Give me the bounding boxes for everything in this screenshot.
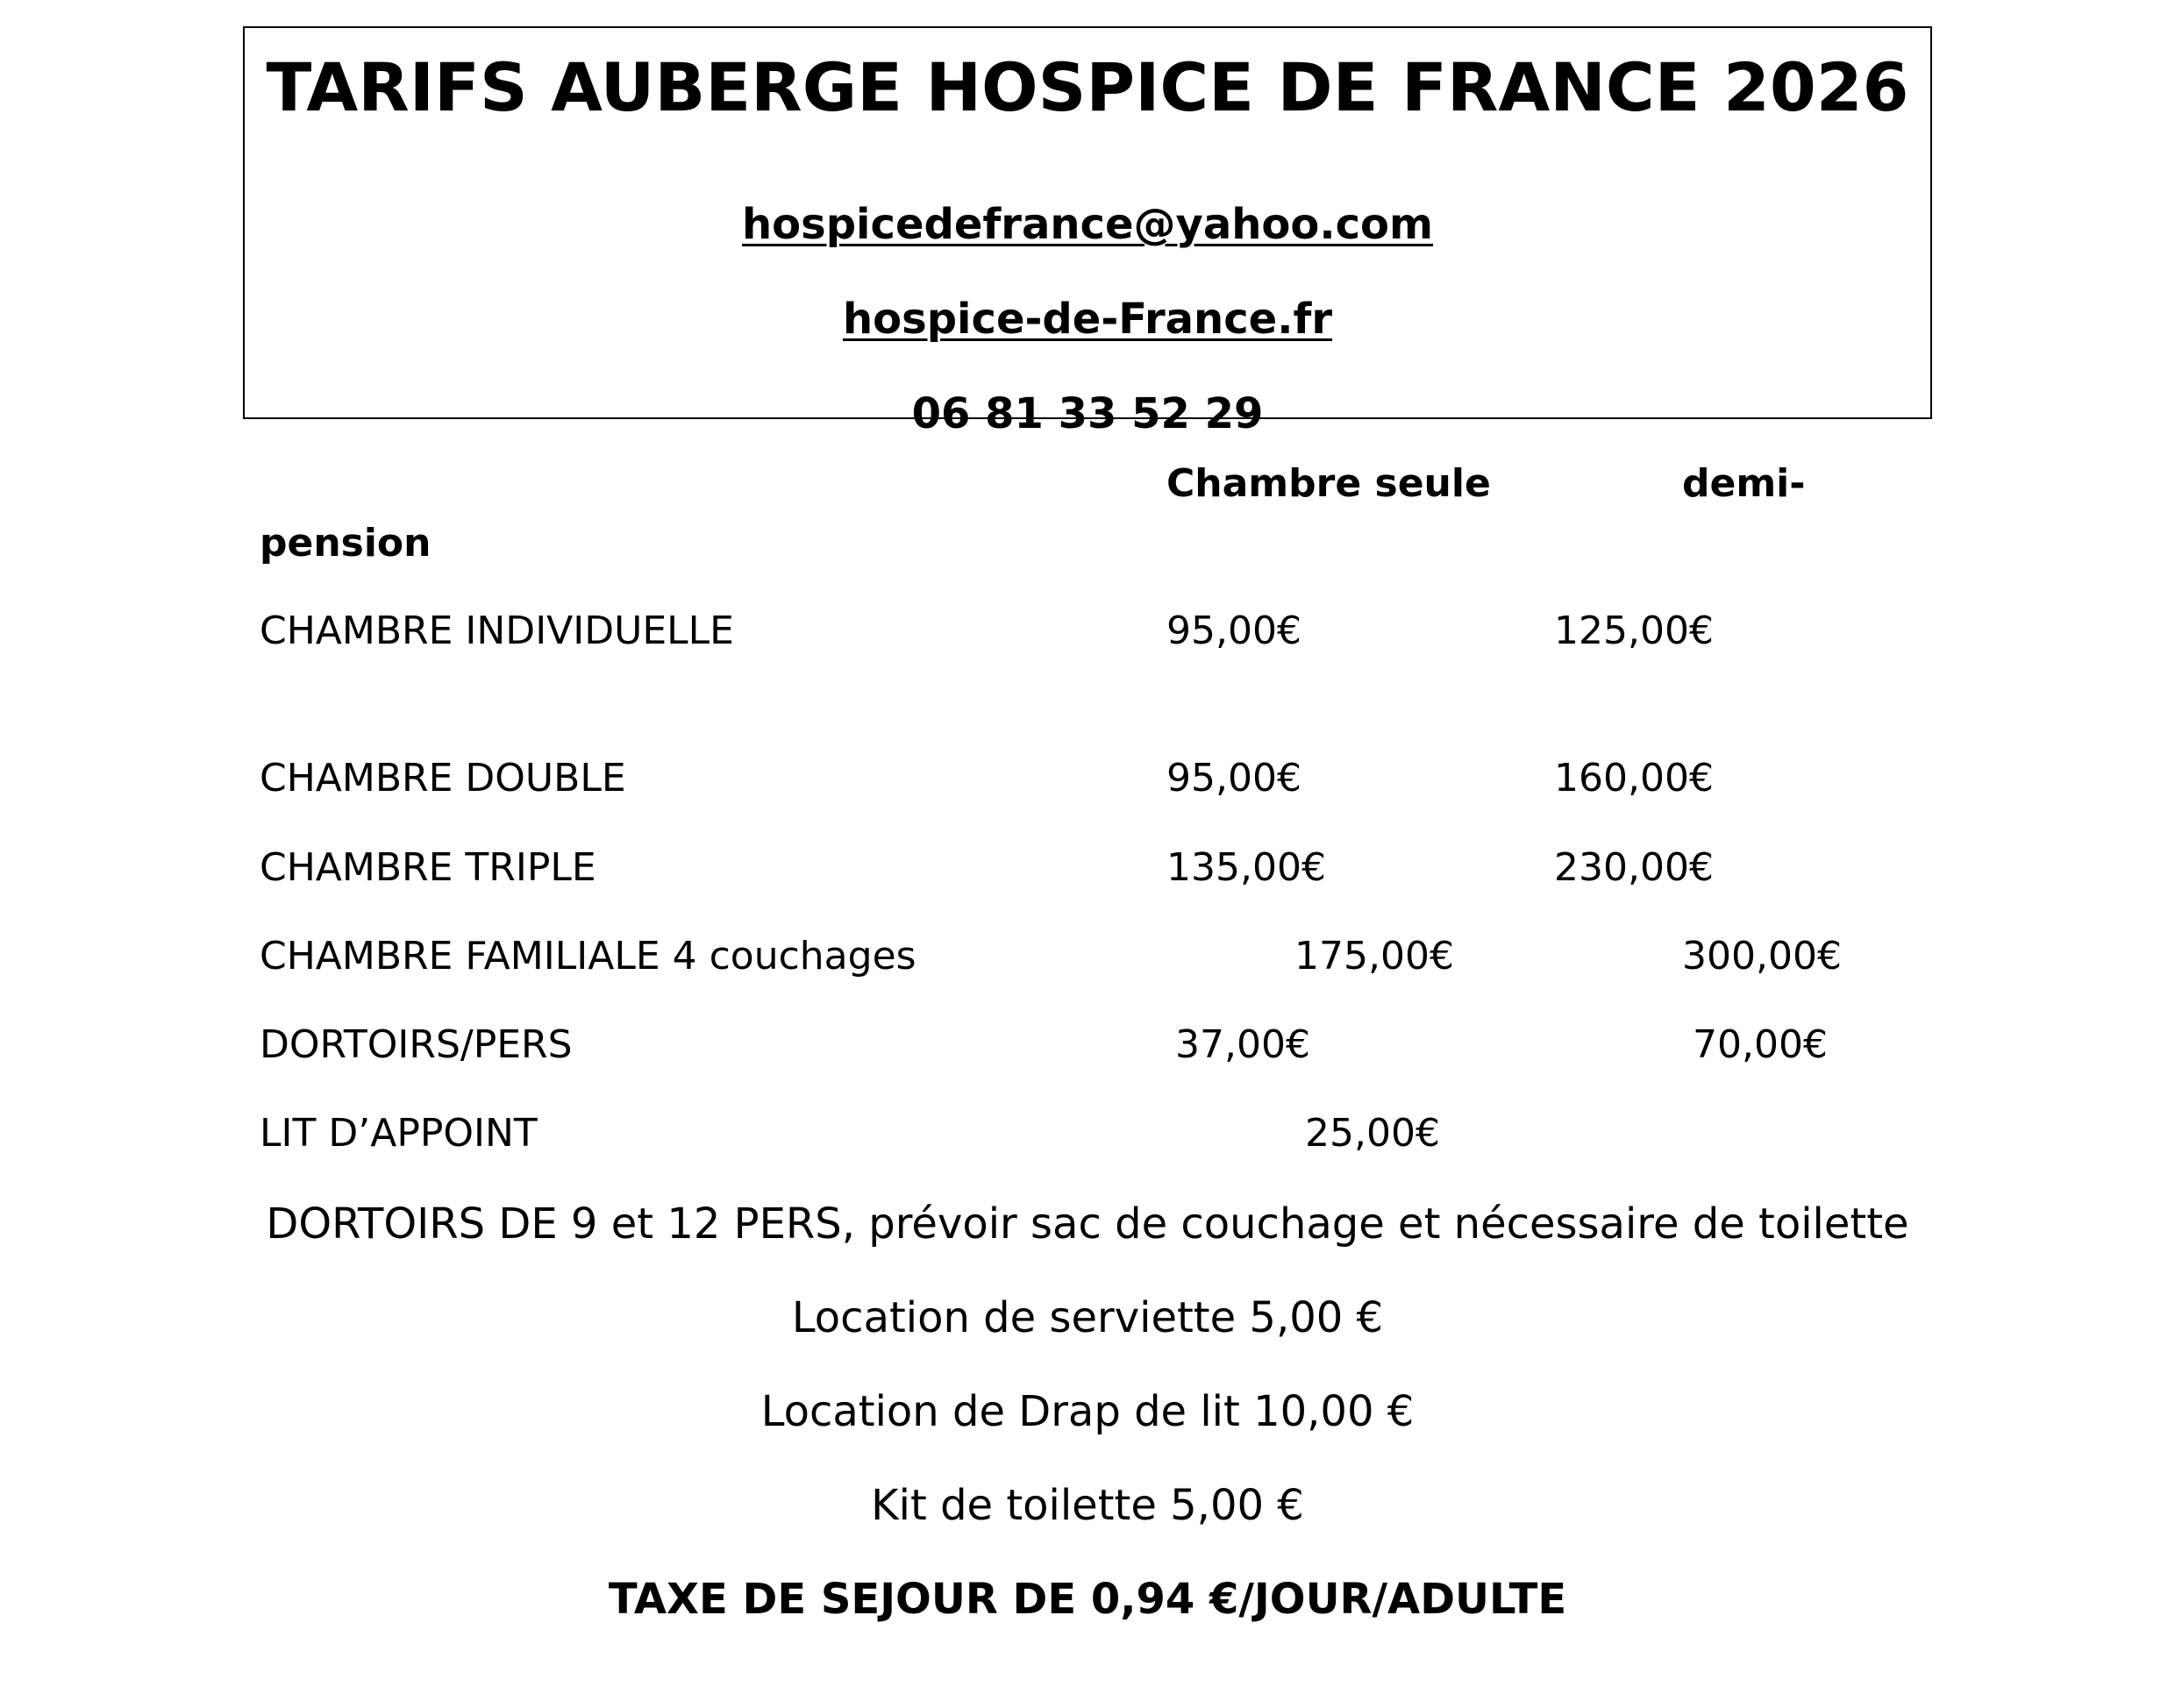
row-price-room-only: 37,00€ (1175, 1022, 1310, 1067)
phone-number: 06 81 33 52 29 (911, 389, 1264, 438)
note-towel-rental: Location de serviette 5,00 € (791, 1293, 1384, 1342)
row-price-half-board: 70,00€ (1693, 1022, 1828, 1067)
row-label-familiale: CHAMBRE FAMILIALE 4 couchages (260, 934, 916, 979)
note-sheet-rental: Location de Drap de lit 10,00 € (760, 1387, 1415, 1436)
row-price-room-only: 95,00€ (1166, 608, 1301, 653)
row-label-lit-appoint: LIT D’APPOINT (260, 1111, 538, 1156)
website-link[interactable]: hospice-de-France.fr (842, 295, 1333, 344)
row-label-double: CHAMBRE DOUBLE (260, 756, 626, 801)
row-price-half-board: 160,00€ (1554, 756, 1714, 801)
row-label-dortoirs: DORTOIRS/PERS (260, 1022, 573, 1067)
email-line (245, 198, 1930, 251)
row-label-individuelle: CHAMBRE INDIVIDUELLE (260, 608, 734, 653)
row-price-half-board: 230,00€ (1554, 845, 1714, 890)
row-price-room-only: 25,00€ (1305, 1111, 1440, 1156)
row-price-room-only: 175,00€ (1294, 934, 1454, 979)
row-price-half-board: 300,00€ (1682, 934, 1842, 979)
website-line (245, 293, 1930, 345)
note-toiletry-kit: Kit de toilette 5,00 € (871, 1481, 1304, 1530)
email-link[interactable]: hospicedefrance@yahoo.com (741, 200, 1434, 249)
row-price-half-board: 125,00€ (1554, 608, 1714, 653)
note-dormitory: DORTOIRS DE 9 et 12 PERS, prévoir sac de couchage et nécessaire de toilette (266, 1199, 1909, 1249)
header-box (243, 26, 1932, 438)
row-price-room-only: 135,00€ (1166, 845, 1326, 890)
row-price-room-only: 95,00€ (1166, 756, 1301, 801)
page-title: TARIFS AUBERGE HOSPICE DE FRANCE 2026 (266, 48, 1909, 126)
note-tourist-tax: TAXE DE SEJOUR DE 0,94 €/JOUR/ADULTE (608, 1575, 1567, 1624)
column-header-half-board-part2: pension (260, 521, 431, 566)
row-label-triple: CHAMBRE TRIPLE (260, 845, 596, 890)
column-header-room-only: Chambre seule (1166, 461, 1491, 506)
column-header-half-board-part1: demi- (1682, 461, 1806, 506)
